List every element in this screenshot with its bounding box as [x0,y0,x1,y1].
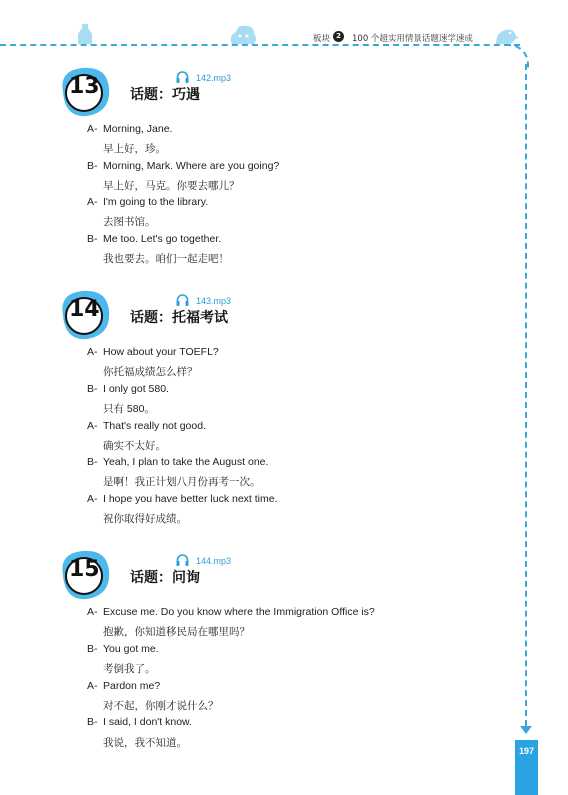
english-line: How about your TOEFL? [103,346,219,358]
audio-filename: 142.mp3 [196,73,232,83]
chinese-line: 是啊！我正计划八月份再考一次。 [103,476,261,488]
chinese-line: 早上好，马克。你要去哪儿？ [103,180,240,192]
section-number: 14 [69,297,100,322]
english-line: I'm going to the library. [103,196,209,208]
section-number: 13 [69,74,100,99]
english-line: I only got 580. [103,383,169,395]
section-badge [55,285,113,343]
cloud-face-icon [228,22,256,46]
topic-title: 话题：问询 [130,570,200,586]
speaker-label: A- [87,493,98,505]
speaker-label: A- [87,420,98,432]
headphones-icon [176,294,189,306]
chinese-line: 对不起，你刚才说什么？ [103,700,219,712]
down-arrow-icon [520,726,532,734]
page-number: 197 [518,746,535,756]
english-line: Excuse me. Do you know where the Immigration Office is? [103,606,375,618]
chinese-line: 我也要去。咱们一起走吧！ [103,253,229,265]
chinese-line: 去图书馆。 [103,216,156,228]
bottle-icon [75,22,95,46]
speaker-label: B- [87,233,98,245]
speaker-label: A- [87,123,98,135]
speaker-label: B- [87,643,98,655]
section-badge [55,62,113,120]
book-title: 100 个超实用情景话题速学速成 [352,34,473,44]
speaker-label: A- [87,196,98,208]
audio-filename: 144.mp3 [196,556,232,566]
section-label: 板块 [313,34,331,44]
chinese-line: 只有 580。 [103,403,155,415]
header-divider [0,44,520,46]
english-line: Morning, Mark. Where are you going? [103,160,280,172]
chinese-line: 确实不太好。 [103,440,166,452]
section-number: 15 [69,557,100,582]
english-line: Me too. Let's go together. [103,233,222,245]
english-line: Yeah, I plan to take the August one. [103,456,269,468]
section-badge [55,545,113,603]
english-line: Pardon me? [103,680,161,692]
chinese-line: 早上好，珍。 [103,143,166,155]
chinese-line: 我说，我不知道。 [103,737,187,749]
english-line: I said, I don't know. [103,716,192,728]
chinese-line: 抱歉，你知道移民局在哪里吗？ [103,626,250,638]
audio-filename: 143.mp3 [196,296,232,306]
speaker-label: A- [87,606,98,618]
speaker-label: B- [87,456,98,468]
speaker-label: B- [87,383,98,395]
chinese-line: 你托福成绩怎么样？ [103,366,198,378]
english-line: I hope you have better luck next time. [103,493,278,505]
chinese-line: 祝你取得好成绩。 [103,513,187,525]
margin-guide-line [525,64,527,726]
speaker-label: B- [87,716,98,728]
english-line: That's really not good. [103,420,206,432]
headphones-icon [176,71,189,83]
english-line: Morning, Jane. [103,123,173,135]
topic-title: 话题：托福考试 [130,310,228,326]
speaker-label: A- [87,346,98,358]
speaker-label: A- [87,680,98,692]
topic-title: 话题：巧遇 [130,87,200,103]
speaker-label: B- [87,160,98,172]
section-number-badge: 2 [333,31,344,42]
bird-icon [493,24,519,46]
english-line: You got me. [103,643,159,655]
chinese-line: 考倒我了。 [103,663,156,675]
headphones-icon [176,554,189,566]
